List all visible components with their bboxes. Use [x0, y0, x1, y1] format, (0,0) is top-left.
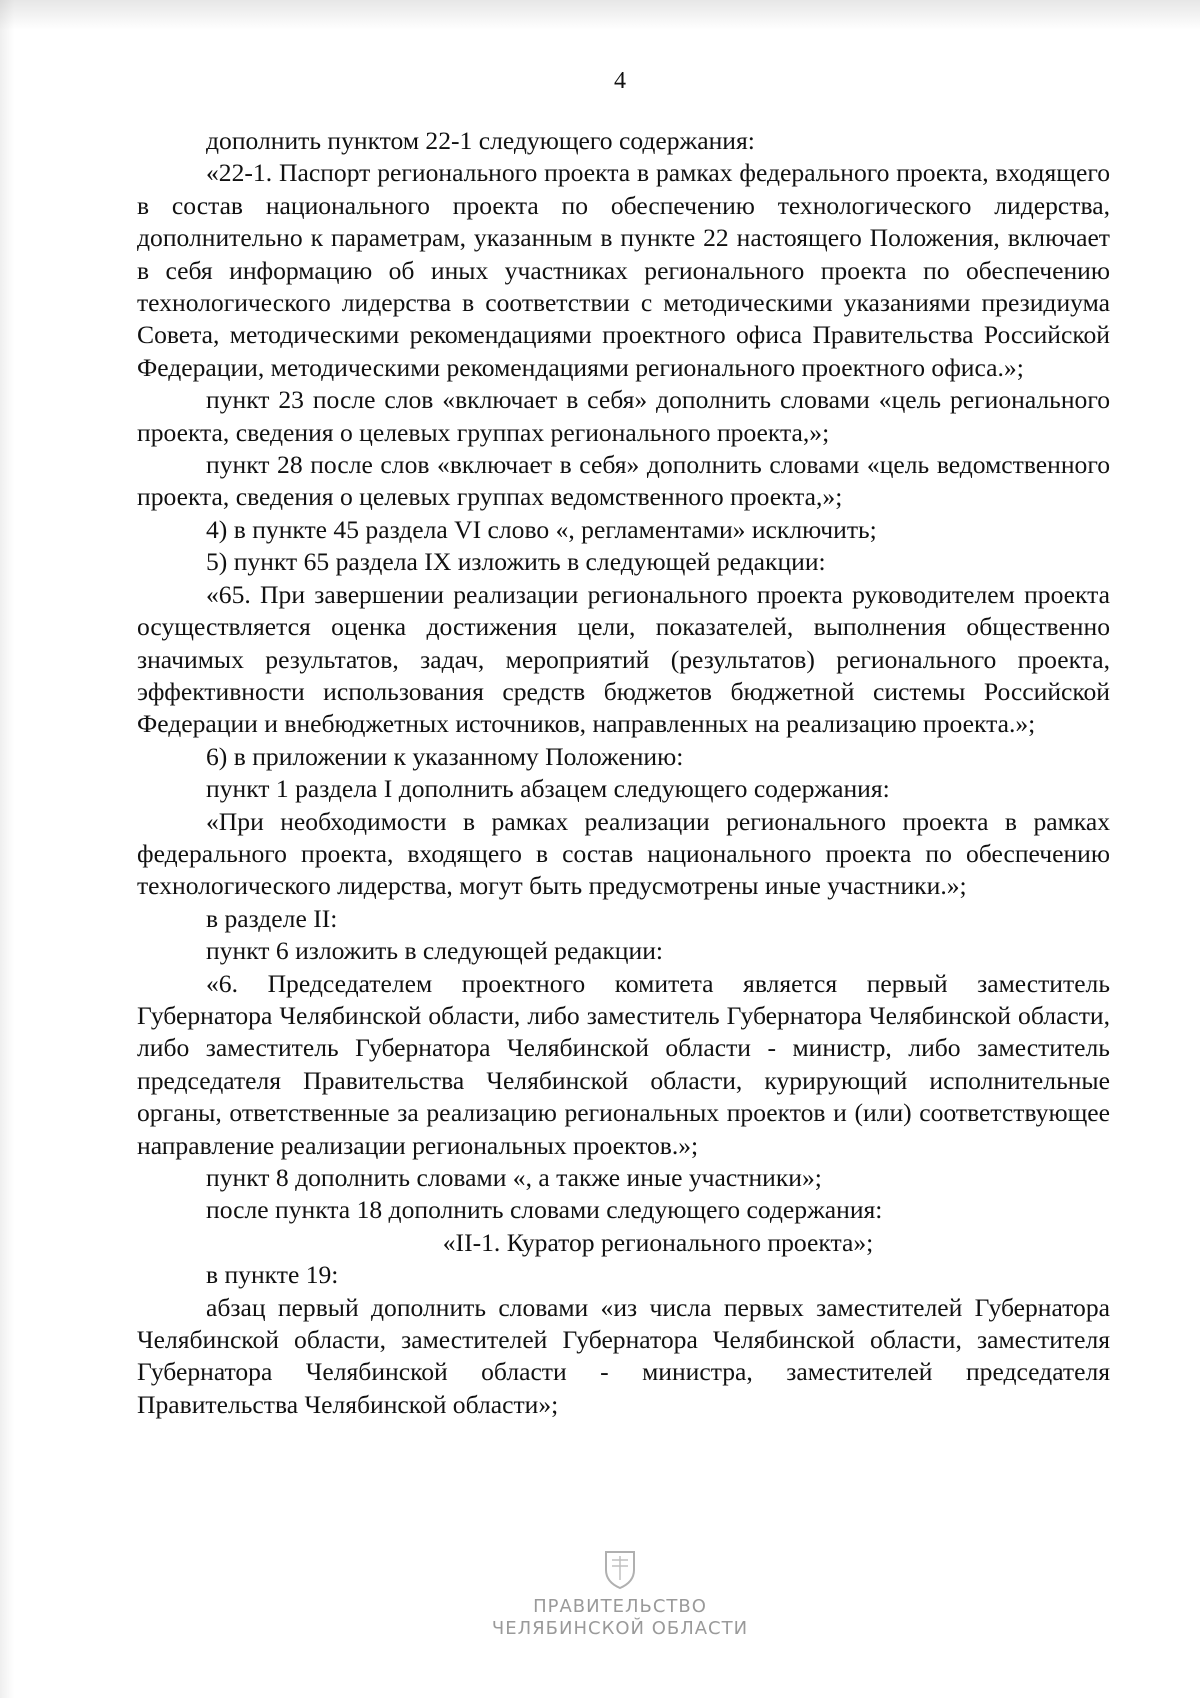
paragraph: дополнить пунктом 22-1 следующего содержания:: [206, 126, 755, 155]
paragraph: пункт 28 после слов «включает в себя» дополнить словами «цель ведомственного проекта, сведения о целевых группах ведомственного проекта,»;: [137, 450, 1110, 512]
paragraph: 5) пункт 65 раздела IX изложить в следующей редакции:: [206, 547, 826, 577]
paragraph: пункт 8 дополнить словами «, а также иные участники»;: [206, 1163, 822, 1192]
paragraph: пункт 1 раздела I дополнить абзацем следующего содержания:: [206, 774, 890, 804]
scan-shadow-top: [0, 0, 1200, 30]
page-number: 4: [614, 68, 626, 94]
paragraph: в разделе II:: [206, 903, 338, 933]
paragraph: 4) в пункте 45 раздела VI слово «, регламентами» исключить;: [206, 514, 877, 544]
paragraph: пункт 6 изложить в следующей редакции:: [206, 936, 664, 966]
paragraph: «65. При завершении реализации регионального проекта руководителем проекта осуществляется оценка достижения цели, показателей, выполнения общественно значимых результатов, задач, мероприятий (результатов) регионального проекта, эффективности использования средств бюджетов бюджетной системы Российской Федерации и внебюджетных источников, направленных на реализацию проекта.»;: [137, 579, 1110, 739]
stamp-line-2: ЧЕЛЯБИНСКОЙ ОБЛАСТИ: [491, 1618, 749, 1639]
paragraph: 6) в приложении к указанному Положению:: [206, 741, 684, 771]
scan-shadow-left: [0, 0, 14, 1698]
stamp-line-1: ПРАВИТЕЛЬСТВО: [533, 1596, 707, 1617]
paragraph: после пункта 18 дополнить словами следующего содержания:: [206, 1195, 883, 1225]
paragraph: «При необходимости в рамках реализации регионального проекта в рамках федерального проекта, входящего в состав национального проекта по обеспечению технологического лидерства, могут быть предусмотрены иные участники.»;: [137, 806, 1110, 901]
paragraph: «22-1. Паспорт регионального проекта в рамках федерального проекта, входящего в состав национального проекта по обеспечению технологического лидерства, дополнительно к параметрам, указанным в пункте 22 настоящего Положения, включает в себя информацию об иных участниках регионального проекта по обеспечению технологического лидерства в соответствии с методическими указаниями президиума Совета, методическими рекомендациями проектного офиса Правительства Российской Федерации, методическими рекомендациями регионального проектного офиса.»;: [137, 158, 1110, 382]
paragraph: в пункте 19:: [206, 1260, 339, 1290]
paragraph: пункт 23 после слов «включает в себя» дополнить словами «цель регионального проекта, сведения о целевых группах регионального проекта,»;: [137, 385, 1110, 447]
section-heading: «II-1. Куратор регионального проекта»;: [442, 1227, 874, 1257]
government-stamp: [470, 1548, 770, 1640]
paragraph: абзац первый дополнить словами «из числа первых заместителей Губернатора Челябинской области, заместителей Губернатора Челябинской области, заместителя Губернатора Челябинской области - министра, заместителей председателя Правительства Челябинской области»;: [137, 1292, 1110, 1419]
document-body: [137, 125, 1110, 1421]
paragraph: «6. Председателем проектного комитета является первый заместитель Губернатора Челябинской области, либо заместитель Губернатора Челябинской области, либо заместитель Губернатора Челябинской области - министр, либо заместитель председателя Правительства Челябинской области, курирующий исполнительные органы, ответственные за реализацию региональных проектов и (или) соответствующее направление реализации региональных проектов.»;: [137, 968, 1110, 1160]
coat-of-arms-icon: [602, 1548, 638, 1590]
